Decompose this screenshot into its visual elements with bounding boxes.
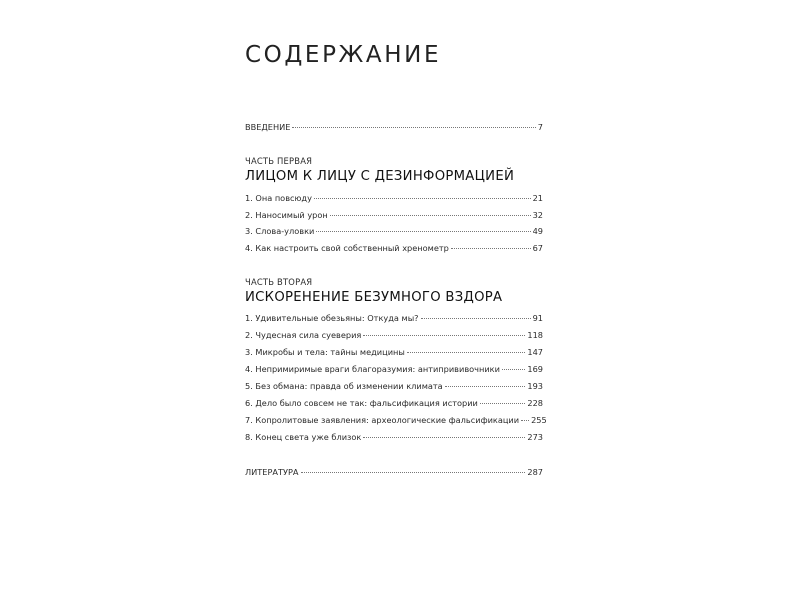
part-two-title: ИСКОРЕНЕНИЕ БЕЗУМНОГО ВЗДОРА <box>245 290 503 305</box>
toc-entry-page: 91 <box>532 313 543 323</box>
toc-entry-page: 67 <box>532 243 543 253</box>
toc-entry-page: 169 <box>527 364 543 374</box>
toc-entry-part2-ch1[interactable] <box>245 313 543 323</box>
dot-leader <box>316 231 530 232</box>
toc-entry-part1-ch3[interactable] <box>245 226 543 236</box>
dot-leader <box>330 215 531 216</box>
toc-entry-part2-ch2[interactable] <box>245 330 543 340</box>
toc-entry-label: 5. Без обмана: правда об изменении климата <box>245 381 443 391</box>
toc-entry-label: 4. Непримиримые враги благоразумия: антипрививочники <box>245 364 500 374</box>
toc-entry-references[interactable] <box>245 467 543 477</box>
toc-entry-label: 4. Как настроить свой собственный хренометр <box>245 243 449 253</box>
toc-entry-label: 8. Конец света уже близок <box>245 432 362 442</box>
toc-entry-page: 255 <box>531 415 547 425</box>
toc-entry-page: 49 <box>532 226 543 236</box>
toc-entry-part2-ch7[interactable] <box>245 415 547 425</box>
toc-entry-part2-ch5[interactable] <box>245 381 543 391</box>
dot-leader <box>451 248 531 249</box>
dot-leader <box>502 369 525 370</box>
dot-leader <box>314 198 531 199</box>
dot-leader <box>407 352 526 353</box>
dot-leader <box>480 403 526 404</box>
dot-leader <box>301 472 526 473</box>
page-title: СОДЕРЖАНИЕ <box>245 42 442 68</box>
part-one-label: ЧАСТЬ ПЕРВАЯ <box>245 156 313 166</box>
dot-leader <box>521 420 529 421</box>
part-two-label: ЧАСТЬ ВТОРАЯ <box>245 277 313 287</box>
dot-leader <box>445 386 526 387</box>
toc-entry-label: 2. Наносимый урон <box>245 210 328 220</box>
toc-entry-label: ВВЕДЕНИЕ <box>245 122 291 132</box>
toc-entry-page: 7 <box>537 122 543 132</box>
toc-entry-page: 21 <box>532 193 543 203</box>
toc-entry-page: 32 <box>532 210 543 220</box>
toc-entry-part1-ch4[interactable] <box>245 243 543 253</box>
toc-entry-part2-ch3[interactable] <box>245 347 543 357</box>
toc-entry-label: 3. Слова-уловки <box>245 226 315 236</box>
toc-entry-part2-ch6[interactable] <box>245 398 543 408</box>
dot-leader <box>421 318 531 319</box>
toc-entry-page: 193 <box>527 381 543 391</box>
part-one-title: ЛИЦОМ К ЛИЦУ С ДЕЗИНФОРМАЦИЕЙ <box>245 169 515 184</box>
toc-entry-label: ЛИТЕРАТУРА <box>245 467 299 477</box>
dot-leader <box>363 437 525 438</box>
toc-entry-page: 287 <box>527 467 543 477</box>
dot-leader <box>292 127 535 128</box>
toc-entry-page: 228 <box>527 398 543 408</box>
toc-entry-label: 1. Она повсюду <box>245 193 312 203</box>
toc-entry-label: 2. Чудесная сила суеверия <box>245 330 362 340</box>
toc-entry-part2-ch8[interactable] <box>245 432 543 442</box>
toc-entry-part1-ch2[interactable] <box>245 210 543 220</box>
toc-entry-part2-ch4[interactable] <box>245 364 543 374</box>
toc-entry-label: 1. Удивительные обезьяны: Откуда мы? <box>245 313 419 323</box>
toc-entry-label: 3. Микробы и тела: тайны медицины <box>245 347 405 357</box>
toc-entry-introduction[interactable] <box>245 122 543 132</box>
dot-leader <box>363 335 525 336</box>
toc-entry-page: 273 <box>527 432 543 442</box>
toc-entry-part1-ch1[interactable] <box>245 193 543 203</box>
toc-entry-page: 118 <box>527 330 543 340</box>
toc-entry-label: 7. Копролитовые заявления: археологические фальсификации <box>245 415 520 425</box>
toc-entry-page: 147 <box>527 347 543 357</box>
toc-entry-label: 6. Дело было совсем не так: фальсификация истории <box>245 398 478 408</box>
